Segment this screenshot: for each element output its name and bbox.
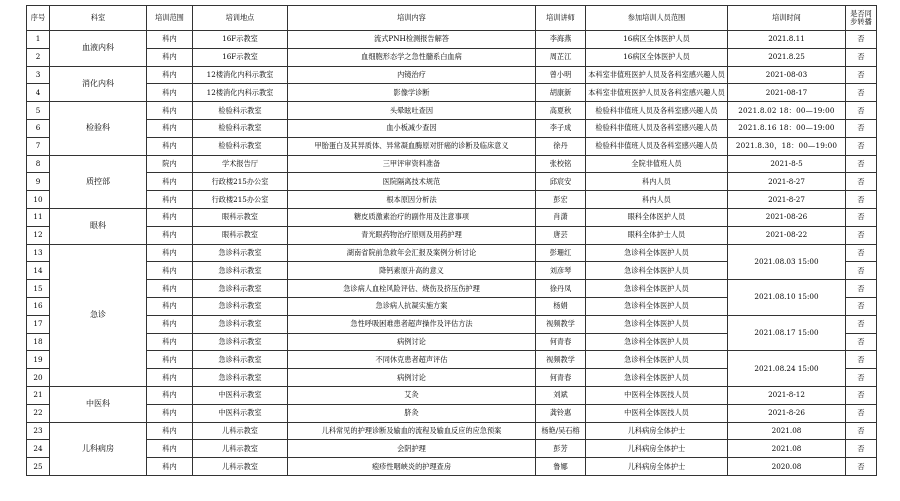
table-row xyxy=(27,31,877,49)
cell-department: 消化内科 xyxy=(50,66,147,102)
cell-no: 21 xyxy=(27,386,50,404)
cell-teacher: 龚铃惠 xyxy=(536,404,586,422)
cell-attendees: 检验科非值班人员及各科室感兴趣人员 xyxy=(586,119,728,137)
cell-content: 内镜治疗 xyxy=(288,66,536,84)
cell-content: 会阴护理 xyxy=(288,440,536,458)
cell-sync: 否 xyxy=(846,404,877,422)
col-header-time: 培训时间 xyxy=(728,6,846,31)
table-row xyxy=(27,119,877,137)
cell-time: 2020.08 xyxy=(728,458,846,476)
cell-content: 青光眼药物治疗原则及用药护理 xyxy=(288,226,536,244)
cell-sync: 否 xyxy=(846,191,877,209)
table-body xyxy=(27,31,877,476)
cell-scope: 科内 xyxy=(147,84,193,102)
col-header-scope: 培训范围 xyxy=(147,6,193,31)
cell-sync: 否 xyxy=(846,226,877,244)
table-row xyxy=(27,155,877,173)
cell-scope: 科内 xyxy=(147,66,193,84)
cell-sync: 否 xyxy=(846,66,877,84)
cell-content: 血细胞形态学之急性髓系白血病 xyxy=(288,48,536,66)
cell-no: 23 xyxy=(27,422,50,440)
cell-scope: 科内 xyxy=(147,351,193,369)
cell-teacher: 邱宸安 xyxy=(536,173,586,191)
cell-teacher: 唐芸 xyxy=(536,226,586,244)
table-row xyxy=(27,280,877,298)
cell-sync: 否 xyxy=(846,262,877,280)
cell-scope: 科内 xyxy=(147,386,193,404)
cell-time: 2021-8-5 xyxy=(728,155,846,173)
cell-no: 7 xyxy=(27,137,50,155)
cell-location: 眼科示教室 xyxy=(193,226,288,244)
col-header-content: 培训内容 xyxy=(288,6,536,31)
training-schedule-table xyxy=(26,5,877,476)
cell-department: 血液内科 xyxy=(50,31,147,67)
cell-no: 17 xyxy=(27,315,50,333)
cell-scope: 院内 xyxy=(147,155,193,173)
cell-teacher: 刘斌 xyxy=(536,386,586,404)
cell-teacher: 刘彦琴 xyxy=(536,262,586,280)
cell-location: 行政楼215办公室 xyxy=(193,173,288,191)
cell-teacher: 曾小明 xyxy=(536,66,586,84)
cell-teacher: 彭芳 xyxy=(536,440,586,458)
table-row xyxy=(27,244,877,262)
cell-scope: 科内 xyxy=(147,137,193,155)
cell-attendees: 中医科全体医技人员 xyxy=(586,386,728,404)
cell-sync: 否 xyxy=(846,137,877,155)
cell-content: 儿科常见的护理诊断及输血的流程及输血反应的应急预案 xyxy=(288,422,536,440)
cell-content: 不同休克患者超声评估 xyxy=(288,351,536,369)
cell-no: 6 xyxy=(27,119,50,137)
cell-sync: 否 xyxy=(846,369,877,387)
cell-scope: 科内 xyxy=(147,333,193,351)
cell-teacher: 徐丹凤 xyxy=(536,280,586,298)
cell-attendees: 本科室非值班医护人员及各科室感兴趣人员 xyxy=(586,66,728,84)
cell-no: 18 xyxy=(27,333,50,351)
cell-attendees: 本科室非值班医护人员及各科室感兴趣人员 xyxy=(586,84,728,102)
cell-no: 13 xyxy=(27,244,50,262)
cell-content: 根本原因分析法 xyxy=(288,191,536,209)
cell-attendees: 急诊科全体医护人员 xyxy=(586,262,728,280)
header-row xyxy=(27,6,877,31)
cell-attendees: 儿科病房全体护士 xyxy=(586,440,728,458)
cell-scope: 科内 xyxy=(147,102,193,120)
cell-content: 三甲评审资料准备 xyxy=(288,155,536,173)
cell-location: 行政楼215办公室 xyxy=(193,191,288,209)
cell-location: 12楼消化内科示教室 xyxy=(193,84,288,102)
table-row xyxy=(27,404,877,422)
table-row xyxy=(27,208,877,226)
table-row xyxy=(27,315,877,333)
table-row xyxy=(27,422,877,440)
cell-scope: 科内 xyxy=(147,191,193,209)
table-row xyxy=(27,173,877,191)
table-row xyxy=(27,48,877,66)
cell-time: 2021.08.03 15:00 xyxy=(728,244,846,280)
cell-attendees: 科内人员 xyxy=(586,191,728,209)
col-header-no: 序号 xyxy=(27,6,50,31)
cell-content: 急诊病人抗凝实施方案 xyxy=(288,297,536,315)
cell-time: 2021-8-27 xyxy=(728,191,846,209)
cell-sync: 否 xyxy=(846,386,877,404)
table-row xyxy=(27,386,877,404)
cell-scope: 科内 xyxy=(147,440,193,458)
cell-content: 湖南省院前急救年会汇报及案例分析讨论 xyxy=(288,244,536,262)
cell-scope: 科内 xyxy=(147,280,193,298)
cell-no: 11 xyxy=(27,208,50,226)
cell-sync: 否 xyxy=(846,102,877,120)
cell-sync: 否 xyxy=(846,31,877,49)
cell-department: 眼科 xyxy=(50,208,147,244)
table-row xyxy=(27,84,877,102)
cell-content: 甲胎蛋白及其异质体、异常凝血酶原对肝癌的诊断及临床意义 xyxy=(288,137,536,155)
cell-scope: 科内 xyxy=(147,369,193,387)
cell-content: 病例讨论 xyxy=(288,369,536,387)
cell-no: 9 xyxy=(27,173,50,191)
cell-no: 22 xyxy=(27,404,50,422)
cell-sync: 否 xyxy=(846,351,877,369)
cell-scope: 科内 xyxy=(147,173,193,191)
cell-scope: 科内 xyxy=(147,458,193,476)
cell-no: 4 xyxy=(27,84,50,102)
cell-attendees: 急诊科全体医护人员 xyxy=(586,280,728,298)
cell-scope: 科内 xyxy=(147,422,193,440)
cell-no: 2 xyxy=(27,48,50,66)
cell-location: 眼科示教室 xyxy=(193,208,288,226)
cell-location: 急诊科示教室 xyxy=(193,297,288,315)
cell-attendees: 急诊科全体医护人员 xyxy=(586,369,728,387)
cell-teacher: 周芷江 xyxy=(536,48,586,66)
cell-time: 2021-8-26 xyxy=(728,404,846,422)
table-row xyxy=(27,351,877,369)
col-header-dept: 科室 xyxy=(50,6,147,31)
cell-teacher: 李子成 xyxy=(536,119,586,137)
cell-sync: 否 xyxy=(846,440,877,458)
cell-location: 16F示教室 xyxy=(193,31,288,49)
cell-attendees: 急诊科全体医护人员 xyxy=(586,297,728,315)
cell-content: 病例讨论 xyxy=(288,333,536,351)
cell-department: 儿科病房 xyxy=(50,422,147,475)
cell-time: 2021-08-17 xyxy=(728,84,846,102)
cell-department: 急诊 xyxy=(50,244,147,386)
cell-content: 医院隔离技术规范 xyxy=(288,173,536,191)
cell-time: 2021-8-12 xyxy=(728,386,846,404)
cell-attendees: 急诊科全体医护人员 xyxy=(586,315,728,333)
cell-teacher: 鲁娜 xyxy=(536,458,586,476)
cell-location: 检验科示教室 xyxy=(193,119,288,137)
cell-attendees: 检验科非值班人员及各科室感兴趣人员 xyxy=(586,102,728,120)
cell-teacher: 彭珊红 xyxy=(536,244,586,262)
cell-location: 学术报告厅 xyxy=(193,155,288,173)
cell-no: 19 xyxy=(27,351,50,369)
cell-time: 2021.08.24 15:00 xyxy=(728,351,846,387)
cell-teacher: 何青春 xyxy=(536,333,586,351)
cell-no: 1 xyxy=(27,31,50,49)
cell-scope: 科内 xyxy=(147,226,193,244)
cell-time: 2021-08-03 xyxy=(728,66,846,84)
cell-scope: 科内 xyxy=(147,315,193,333)
cell-teacher: 张校铭 xyxy=(536,155,586,173)
cell-content: 急诊病人血栓风险评估、烧伤及挤压伤护理 xyxy=(288,280,536,298)
cell-location: 急诊科示教室 xyxy=(193,244,288,262)
cell-department: 中医科 xyxy=(50,386,147,422)
cell-time: 2021.8.02 18：00—19:00 xyxy=(728,102,846,120)
cell-location: 急诊科示教室 xyxy=(193,333,288,351)
cell-scope: 科内 xyxy=(147,244,193,262)
cell-location: 急诊科示教室 xyxy=(193,280,288,298)
cell-sync: 否 xyxy=(846,244,877,262)
table-row xyxy=(27,458,877,476)
cell-scope: 科内 xyxy=(147,48,193,66)
cell-content: 急性呼吸困难患者超声操作及评估方法 xyxy=(288,315,536,333)
cell-location: 检验科示教室 xyxy=(193,102,288,120)
cell-time: 2021.08.17 15:00 xyxy=(728,315,846,351)
cell-attendees: 眼科全体护士人员 xyxy=(586,226,728,244)
cell-location: 中医科示教室 xyxy=(193,386,288,404)
cell-scope: 科内 xyxy=(147,31,193,49)
cell-content: 艾灸 xyxy=(288,386,536,404)
cell-location: 儿科示教室 xyxy=(193,440,288,458)
cell-content: 影像学诊断 xyxy=(288,84,536,102)
cell-sync: 否 xyxy=(846,173,877,191)
table-row xyxy=(27,66,877,84)
cell-teacher: 杨艳/吴石榕 xyxy=(536,422,586,440)
cell-scope: 科内 xyxy=(147,119,193,137)
cell-sync: 否 xyxy=(846,119,877,137)
cell-location: 儿科示教室 xyxy=(193,422,288,440)
cell-sync: 否 xyxy=(846,155,877,173)
cell-sync: 否 xyxy=(846,208,877,226)
cell-teacher: 彭宏 xyxy=(536,191,586,209)
cell-no: 14 xyxy=(27,262,50,280)
cell-no: 10 xyxy=(27,191,50,209)
cell-teacher: 肖潇 xyxy=(536,208,586,226)
cell-no: 20 xyxy=(27,369,50,387)
col-header-location: 培训地点 xyxy=(193,6,288,31)
cell-teacher: 视频教学 xyxy=(536,351,586,369)
table-row xyxy=(27,440,877,458)
cell-attendees: 16病区全体医护人员 xyxy=(586,31,728,49)
cell-location: 急诊科示教室 xyxy=(193,315,288,333)
cell-time: 2021.8.25 xyxy=(728,48,846,66)
cell-attendees: 急诊科全体医护人员 xyxy=(586,351,728,369)
cell-scope: 科内 xyxy=(147,297,193,315)
cell-time: 2021-08-22 xyxy=(728,226,846,244)
cell-sync: 否 xyxy=(846,280,877,298)
cell-no: 16 xyxy=(27,297,50,315)
cell-attendees: 急诊科全体医护人员 xyxy=(586,244,728,262)
cell-department: 质控部 xyxy=(50,155,147,208)
cell-teacher: 视频教学 xyxy=(536,315,586,333)
cell-sync: 否 xyxy=(846,422,877,440)
cell-content: 脐灸 xyxy=(288,404,536,422)
cell-no: 15 xyxy=(27,280,50,298)
cell-content: 流式PNH检测报告解答 xyxy=(288,31,536,49)
cell-no: 5 xyxy=(27,102,50,120)
cell-sync: 否 xyxy=(846,84,877,102)
cell-no: 12 xyxy=(27,226,50,244)
cell-teacher: 何青春 xyxy=(536,369,586,387)
cell-teacher: 胡康新 xyxy=(536,84,586,102)
cell-sync: 否 xyxy=(846,297,877,315)
cell-attendees: 儿科病房全体护士 xyxy=(586,422,728,440)
cell-no: 8 xyxy=(27,155,50,173)
cell-attendees: 检验科非值班人员及各科室感兴趣人员 xyxy=(586,137,728,155)
cell-content: 疱疹性咽峡炎的护理查房 xyxy=(288,458,536,476)
cell-teacher: 李海燕 xyxy=(536,31,586,49)
col-header-attendees: 参加培训人员范围 xyxy=(586,6,728,31)
table-row xyxy=(27,226,877,244)
cell-teacher: 杨娟 xyxy=(536,297,586,315)
cell-department: 检验科 xyxy=(50,102,147,155)
cell-attendees: 眼科全体医护人员 xyxy=(586,208,728,226)
cell-no: 3 xyxy=(27,66,50,84)
table-row xyxy=(27,137,877,155)
cell-time: 2021.8.30，18：00—19:00 xyxy=(728,137,846,155)
cell-sync: 否 xyxy=(846,458,877,476)
cell-sync: 否 xyxy=(846,48,877,66)
cell-sync: 否 xyxy=(846,315,877,333)
cell-scope: 科内 xyxy=(147,262,193,280)
cell-time: 2021-8-27 xyxy=(728,173,846,191)
cell-attendees: 16病区全体医护人员 xyxy=(586,48,728,66)
cell-location: 16F示教室 xyxy=(193,48,288,66)
cell-teacher: 高夏秋 xyxy=(536,102,586,120)
cell-content: 血小板减少查因 xyxy=(288,119,536,137)
cell-location: 中医科示教室 xyxy=(193,404,288,422)
cell-attendees: 中医科全体医技人员 xyxy=(586,404,728,422)
table-row xyxy=(27,102,877,120)
cell-time: 2021.08 xyxy=(728,422,846,440)
cell-attendees: 儿科病房全体护士 xyxy=(586,458,728,476)
cell-scope: 科内 xyxy=(147,208,193,226)
cell-time: 2021-08-26 xyxy=(728,208,846,226)
cell-location: 儿科示教室 xyxy=(193,458,288,476)
cell-no: 24 xyxy=(27,440,50,458)
col-header-sync: 是否同步转播 xyxy=(846,6,877,31)
cell-time: 2021.8.16 18：00—19:00 xyxy=(728,119,846,137)
cell-time: 2021.08 xyxy=(728,440,846,458)
cell-attendees: 急诊科全体医护人员 xyxy=(586,333,728,351)
cell-scope: 科内 xyxy=(147,404,193,422)
cell-no: 25 xyxy=(27,458,50,476)
cell-teacher: 徐丹 xyxy=(536,137,586,155)
cell-location: 检验科示教室 xyxy=(193,137,288,155)
cell-sync: 否 xyxy=(846,333,877,351)
cell-location: 急诊科示教室 xyxy=(193,262,288,280)
col-header-teacher: 培训讲师 xyxy=(536,6,586,31)
cell-attendees: 全院非值班人员 xyxy=(586,155,728,173)
cell-content: 糖皮质激素治疗的副作用及注意事项 xyxy=(288,208,536,226)
cell-location: 急诊科示教室 xyxy=(193,369,288,387)
cell-content: 头晕眩吐查因 xyxy=(288,102,536,120)
cell-time: 2021.08.10 15:00 xyxy=(728,280,846,316)
cell-attendees: 科内人员 xyxy=(586,173,728,191)
table-row xyxy=(27,191,877,209)
cell-location: 12楼消化内科示教室 xyxy=(193,66,288,84)
cell-content: 降钙素原升高的意义 xyxy=(288,262,536,280)
cell-time: 2021.8.11 xyxy=(728,31,846,49)
cell-location: 急诊科示教室 xyxy=(193,351,288,369)
